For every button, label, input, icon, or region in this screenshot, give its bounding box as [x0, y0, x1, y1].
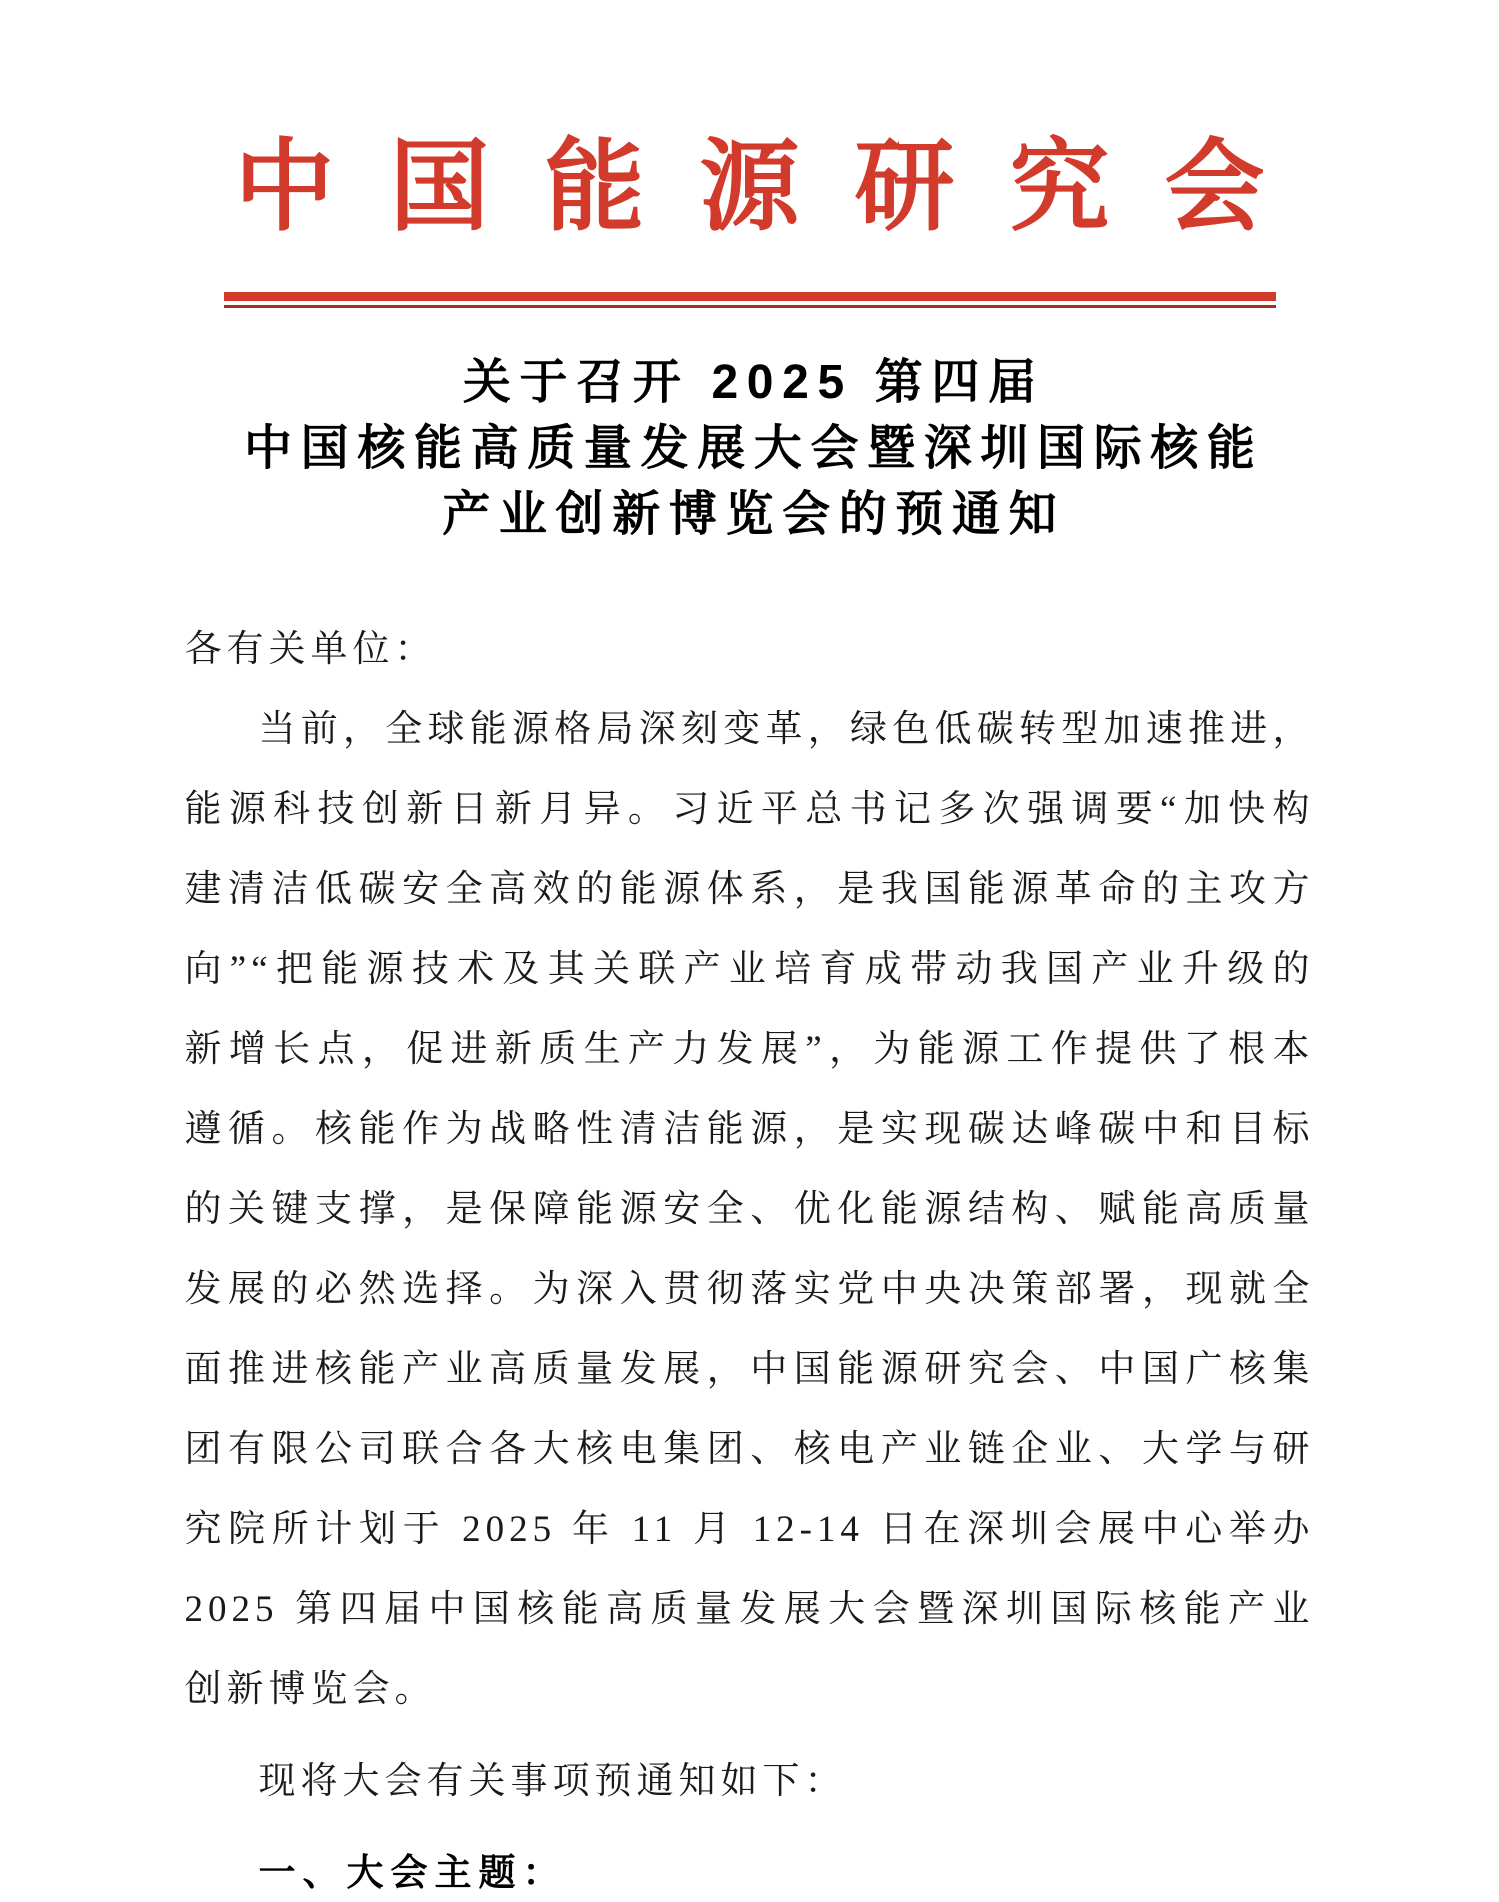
notice-title-line-2: 中国核能高质量发展大会暨深圳国际核能	[244, 422, 1264, 475]
paragraph-line: 遵循。核能作为战略性清洁能源，是实现碳达峰碳中和目标	[184, 1109, 1315, 1150]
paragraph-line: 向”“把能源技术及其关联产业培育成带动我国产业升级的	[184, 949, 1315, 990]
paragraph-line: 发展的必然选择。为深入贯彻落实党中央决策部署，现就全	[184, 1269, 1315, 1310]
letterhead	[0, 132, 1499, 308]
paragraph-line: 当前，全球能源格局深刻变革，绿色低碳转型加速推进，	[258, 709, 1315, 750]
notice-title-line-3: 产业创新博览会的预通知	[442, 488, 1066, 541]
document-body	[185, 610, 1315, 1902]
paragraph-line: 究院所计划于 2025 年 11 月 12-14 日在深圳会展中心举办	[184, 1509, 1315, 1550]
paragraph-line: 2025 第四届中国核能高质量发展大会暨深圳国际核能产业	[184, 1589, 1315, 1630]
letterhead-title: 中国能源研究会	[234, 132, 1320, 243]
salutation: 各有关单位：	[184, 629, 437, 670]
paragraph-line: 的关键支撑，是保障能源安全、优化能源结构、赋能高质量	[184, 1189, 1315, 1230]
divider-thick-rule	[224, 292, 1276, 301]
paragraph-line: 能源科技创新日新月异。习近平总书记多次强调要“加快构	[184, 789, 1315, 830]
section-heading: 一、大会主题：	[258, 1853, 567, 1894]
notice-title	[0, 350, 1499, 548]
divider-thin-rule	[224, 305, 1276, 308]
paragraph-line: 新增长点，促进新质生产力发展”，为能源工作提供了根本	[184, 1029, 1315, 1070]
letterhead-divider	[224, 292, 1276, 308]
closing-note: 现将大会有关事项预通知如下：	[258, 1761, 847, 1802]
notice-title-line-1: 关于召开 2025 第四届	[462, 356, 1045, 409]
paragraph-line: 团有限公司联合各大核电集团、核电产业链企业、大学与研	[184, 1429, 1315, 1470]
body-paragraph	[185, 690, 1315, 1730]
paragraph-line: 建清洁低碳安全高效的能源体系，是我国能源革命的主攻方	[184, 869, 1315, 910]
paragraph-line: 面推进核能产业高质量发展，中国能源研究会、中国广核集	[184, 1349, 1315, 1390]
paragraph-line: 创新博览会。	[184, 1669, 437, 1710]
